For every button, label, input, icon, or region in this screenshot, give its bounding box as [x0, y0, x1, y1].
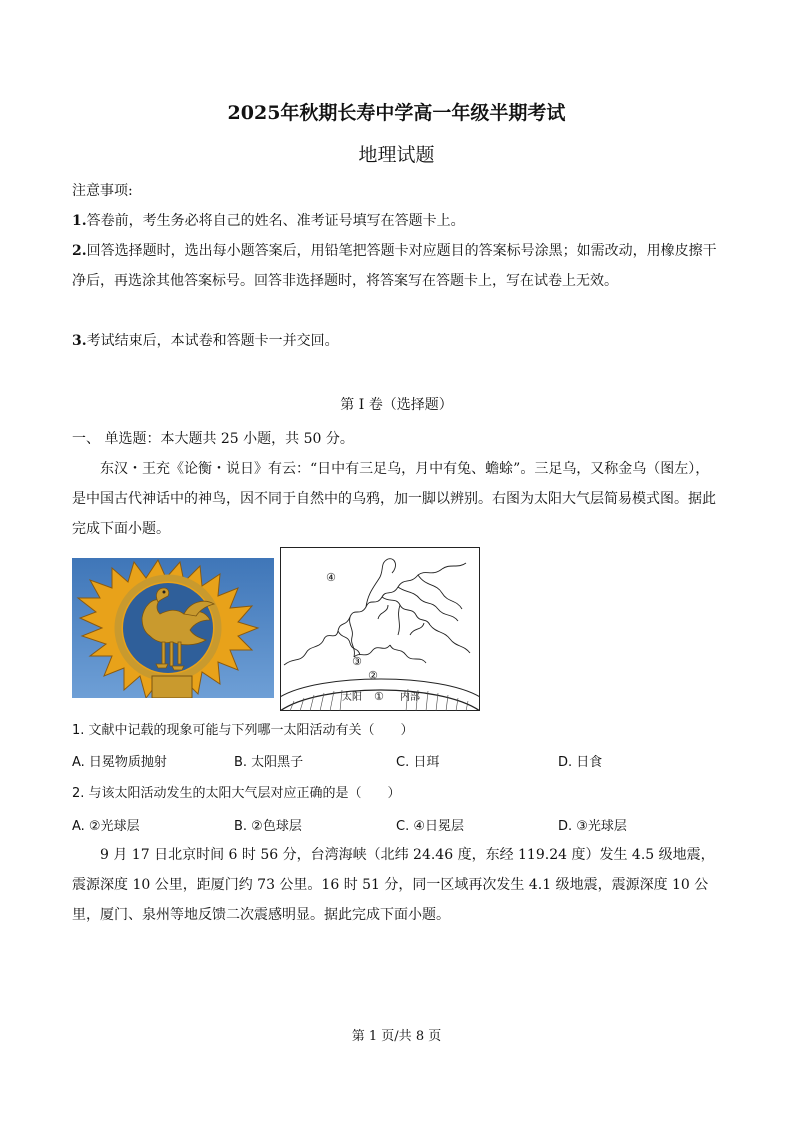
page-subtitle: 地理试题 [358, 144, 435, 166]
notice-item-1-text: 答卷前，考生务必将自己的姓名、准考证号填写在答题卡上。 [86, 213, 465, 229]
passage-2: 9 月 17 日北京时间 6 时 56 分，台湾海峡（北纬 24.46 度，东经 119.24 度）发生 4.5 级地震，震源深度 10 公里，距厦门约 73 公里。16 时 51 分，同一区域再次发生 4.1 级地震，震源深度 10 公里，厦门、泉州等地反馈二次震感明显。据此完成下面小题。 [72, 847, 715, 923]
section-heading: 一、 单选题：本大题共 25 小题，共 50 分。 [72, 431, 354, 447]
question-2-stem: 2. 与该太阳活动发生的太阳大气层对应正确的是（ ） [72, 786, 401, 801]
notice-item-2-num: 2. [72, 243, 87, 259]
notice-item-2 [72, 236, 722, 296]
question-1-stem: 1. 文献中记载的现象可能与下列哪一太阳活动有关（ ） [72, 723, 414, 738]
page-title: 2025年秋期长寿中学高一年级半期考试 [227, 102, 566, 124]
sun-label: 太阳 [342, 692, 362, 703]
q1-option-a[interactable]: A. 日冕物质抛射 [72, 755, 167, 770]
golden-crow-image [72, 558, 274, 698]
notice-item-1 [72, 206, 722, 236]
interior-label: 内部 [400, 692, 420, 703]
notice-heading: 注意事项: [72, 183, 133, 199]
q2-option-b[interactable]: B. ②色球层 [234, 819, 302, 834]
q1-option-b[interactable]: B. 太阳黑子 [234, 755, 304, 770]
layer-label-1: ① [374, 690, 384, 703]
layer-label-2: ② [368, 669, 378, 682]
notice-item-1-num: 1. [72, 213, 87, 229]
q1-option-d[interactable]: D. 日食 [558, 755, 603, 770]
notice-item-3-num: 3. [72, 333, 87, 349]
layer-label-3: ③ [352, 655, 362, 668]
q1-option-c[interactable]: C. 日珥 [396, 755, 440, 770]
q2-option-a[interactable]: A. ②光球层 [72, 819, 140, 834]
q2-option-d[interactable]: D. ③光球层 [558, 819, 627, 834]
solar-atmosphere-diagram [280, 547, 480, 711]
section-title: 第 I 卷（选择题） [340, 397, 453, 413]
q2-option-c[interactable]: C. ④日冕层 [396, 819, 464, 834]
notice-item-3 [72, 326, 722, 356]
notice-item-2-text: 回答选择题时，选出每小题答案后，用铅笔把答题卡对应题目的答案标号涂黑；如需改动，用橡皮擦干净后，再选涂其他答案标号。回答非选择题时，将答案写在答题卡上，写在试卷上无效。 [72, 243, 717, 289]
notice-item-3-text: 考试结束后，本试卷和答题卡一并交回。 [86, 333, 339, 349]
layer-label-4: ④ [326, 571, 336, 584]
passage-1: 东汉・王充《论衡・说日》有云：“日中有三足乌，月中有兔、蟾蜍”。三足乌，又称金乌（图左），是中国古代神话中的神鸟，因不同于自然中的乌鸦，加一脚以辨别。右图为太阳大气层简易模式图。据此完成下面小题。 [72, 461, 716, 537]
page-footer: 第 1 页/共 8 页 [351, 1029, 442, 1044]
